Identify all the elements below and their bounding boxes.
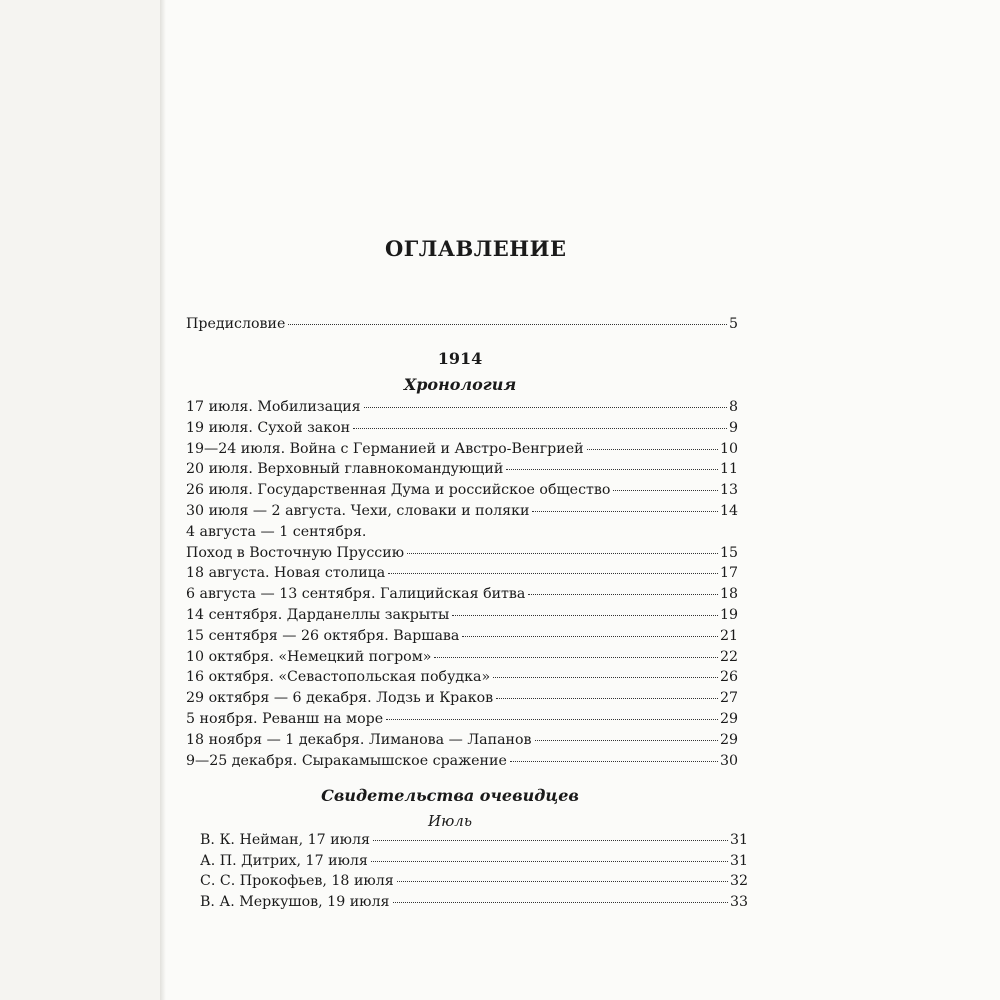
entry-page: 18 (719, 586, 738, 603)
toc-entry (186, 564, 738, 582)
toc-entry (200, 872, 748, 890)
eyewitness-heading: Свидетельства очевидцев (321, 786, 579, 805)
month-heading: Июль (427, 812, 472, 830)
toc-entry (186, 731, 738, 749)
entry-label: 5 ноября. Реванш на море (186, 711, 384, 727)
dot-leader (510, 761, 718, 762)
toc-entry (200, 893, 748, 911)
entry-page: 32 (729, 873, 748, 889)
entry-page: 22 (719, 648, 738, 665)
entry-page: 9 (728, 419, 738, 436)
toc-entry (186, 523, 738, 541)
dot-leader (388, 573, 718, 574)
entry-page: 21 (719, 627, 738, 644)
chronology-heading: Хронология (403, 375, 517, 394)
entry-page: 10 (719, 440, 738, 457)
entry-label: 29 октября — 6 декабря. Лодзь и Краков (186, 690, 494, 707)
entry-label: Предисловие (186, 316, 286, 332)
entry-label: Поход в Восточную Пруссию (186, 544, 405, 561)
dot-leader (407, 553, 718, 554)
toc-entry (186, 481, 738, 499)
entry-page: 26 (719, 669, 738, 686)
entry-label: 20 июля. Верховный главнокомандующий (186, 461, 504, 478)
toc-entry (186, 544, 738, 562)
entry-page: 30 (719, 752, 738, 769)
toc-entry (186, 752, 738, 770)
entry-label: 6 августа — 13 сентября. Галицийская битва (186, 586, 526, 603)
entry-label: В. К. Нейман, 17 июля (200, 832, 370, 848)
dot-leader (353, 428, 727, 429)
toc-entry (186, 648, 738, 666)
toc-entry (186, 460, 738, 478)
dot-leader (371, 861, 728, 862)
toc-entry (186, 710, 738, 728)
dot-leader (528, 594, 718, 595)
entry-label: 4 августа — 1 сентября. (186, 523, 367, 540)
entry-page: 13 (719, 482, 738, 499)
entry-label: 9—25 декабря. Сыракамышское сражение (186, 752, 507, 769)
toc-entry (200, 852, 748, 870)
toc-entry-preface (186, 315, 738, 333)
entry-label: 16 октября. «Севастопольская побудка» (186, 669, 491, 686)
dot-leader (587, 449, 718, 450)
toc-entry (186, 502, 738, 520)
entry-page: 29 (719, 711, 738, 727)
entry-page: 29 (719, 731, 738, 748)
dot-leader (397, 881, 728, 882)
dot-leader (393, 902, 728, 903)
page-title: ОГЛАВЛЕНИЕ (385, 236, 567, 261)
dot-leader (373, 840, 728, 841)
entry-page: 14 (719, 503, 738, 519)
dot-leader (462, 636, 718, 637)
dot-leader (506, 469, 718, 470)
toc-entry (186, 606, 738, 624)
entry-label: 10 октября. «Немецкий погром» (186, 648, 432, 665)
dot-leader (452, 615, 718, 616)
entry-label: 18 ноября — 1 декабря. Лиманова — Лапанов (186, 731, 532, 748)
entry-label: 30 июля — 2 августа. Чехи, словаки и поляки (186, 503, 530, 519)
toc-entry (186, 668, 738, 686)
entry-label: 14 сентября. Дарданеллы закрыты (186, 607, 450, 623)
section-year: 1914 (437, 349, 483, 368)
page-edge-shadow (160, 0, 166, 1000)
entry-label: 19 июля. Сухой закон (186, 419, 351, 436)
dot-leader (386, 719, 718, 720)
entry-page: 17 (719, 565, 738, 582)
toc-entry (186, 440, 738, 458)
dot-leader (493, 677, 718, 678)
entry-label: А. П. Дитрих, 17 июля (200, 852, 368, 869)
book-page (160, 0, 1000, 1000)
entry-label: 18 августа. Новая столица (186, 565, 386, 582)
dot-leader (434, 657, 718, 658)
toc-entry (186, 627, 738, 645)
dot-leader (288, 324, 727, 325)
dot-leader (613, 490, 718, 491)
entry-label: С. С. Прокофьев, 18 июля (200, 873, 394, 889)
entry-page: 11 (719, 461, 738, 478)
dot-leader (535, 740, 718, 741)
toc-entry (186, 398, 738, 416)
dot-leader (364, 407, 727, 408)
toc-entry (186, 689, 738, 707)
toc-entry (200, 831, 748, 849)
entry-page: 31 (729, 852, 748, 869)
dot-leader (496, 698, 718, 699)
entry-page: 31 (729, 832, 748, 848)
entry-label: В. А. Меркушов, 19 июля (200, 893, 390, 910)
entry-label: 26 июля. Государственная Дума и российское общество (186, 482, 611, 499)
entry-label: 15 сентября — 26 октября. Варшава (186, 627, 460, 644)
entry-label: 17 июля. Мобилизация (186, 399, 361, 415)
toc-entry (186, 585, 738, 603)
entry-page: 27 (719, 690, 738, 707)
dot-leader (532, 511, 717, 512)
entry-page: 19 (719, 607, 738, 623)
entry-page: 33 (729, 893, 748, 910)
toc-entry (186, 419, 738, 437)
entry-page: 8 (728, 399, 738, 415)
entry-page: 15 (719, 544, 738, 561)
entry-label: 19—24 июля. Война с Германией и Австро-Венгрией (186, 440, 584, 457)
entry-page: 5 (728, 316, 738, 332)
